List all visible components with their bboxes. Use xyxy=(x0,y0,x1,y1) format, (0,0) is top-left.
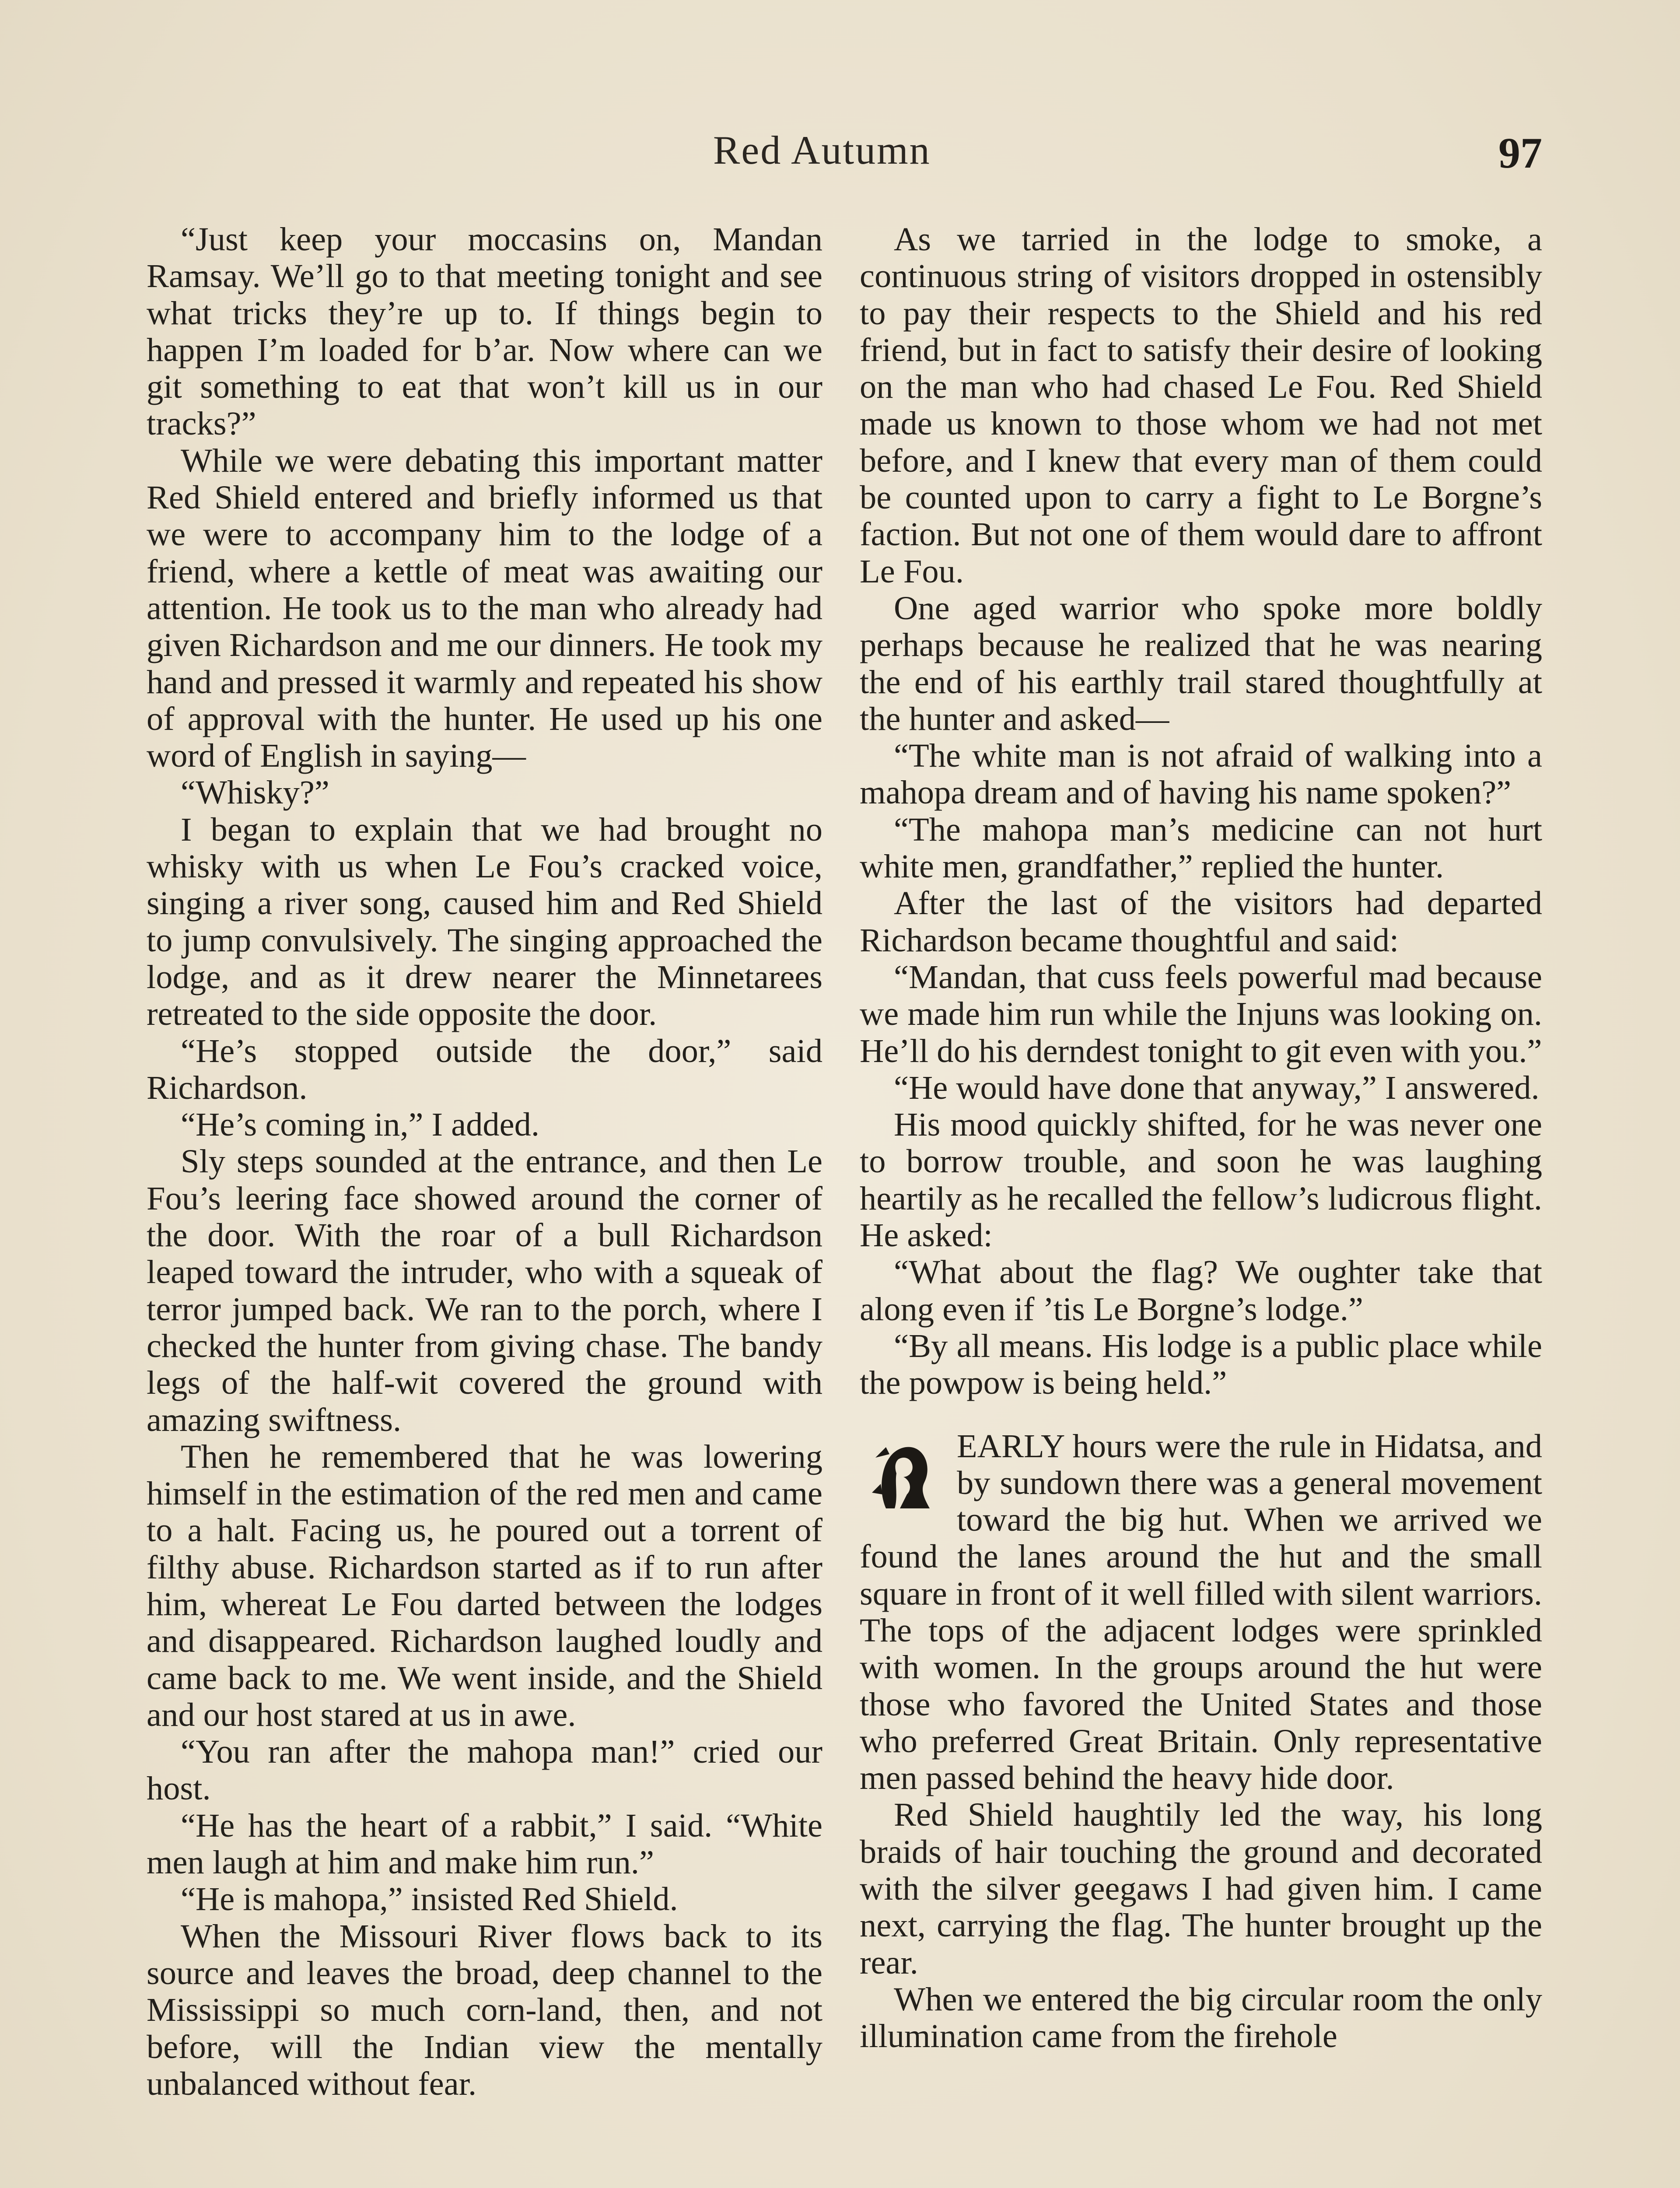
paragraph: While we were debating this important matter Red Shield entered and briefly informed us that we were to accompany him to the lodge of a friend, where a kettle of meat was awaiting our attention. He took us to the man who already had given Richardson and me our dinners. He took my hand and pressed it warmly and repeated his show of approval with the hunter. He used up his one word of English in saying— xyxy=(147,442,822,775)
paragraph: “He has the heart of a rabbit,” I said. “White men laugh at him and make him run.” xyxy=(147,1806,822,1881)
paragraph: “What about the flag? We oughter take that along even if ’tis Le Borgne’s lodge.” xyxy=(860,1253,1542,1328)
section-break-paragraph xyxy=(860,1428,1542,1797)
paragraph: “By all means. His lodge is a public place while the powpow is being held.” xyxy=(860,1327,1542,1402)
paragraph: After the last of the visitors had departed Richardson became thoughtful and said: xyxy=(860,884,1542,959)
paragraph: As we tarried in the lodge to smoke, a continuous string of visitors dropped in ostensibly to pay their respects to the Shield and his red friend, but in fact to satisfy their desire of looking on the man who had chased Le Fou. Red Shield made us known to those whom we had not met before, and I knew that every man of them could be counted upon to carry a fight to Le Borgne’s faction. But not one of them would dare to affront Le Fou. xyxy=(860,221,1542,590)
paragraph: I began to explain that we had brought no whisky with us when Le Fou’s cracked voice, singing a river song, caused him and Red Shield to jump convulsively. The singing approached the lodge, and as it drew nearer the Minnetarees retreated to the side opposite the door. xyxy=(147,810,822,1033)
paragraph: Sly steps sounded at the entrance, and then Le Fou’s leering face showed around the corner of the door. With the roar of a bull Richardson leaped toward the intruder, who with a squeak of terror jumped back. We ran to the porch, where I checked the hunter from giving chase. The bandy legs of the half-wit covered the ground with amazing swiftness. xyxy=(147,1143,822,1438)
paragraph: Red Shield haughtily led the way, his long braids of hair touching the ground and decorated with the silver geegaws I had given him. I came next, carrying the flag. The hunter brought up the rear. xyxy=(860,1796,1542,1981)
paragraph: “Whisky?” xyxy=(181,774,329,811)
paragraph: When we entered the big circular room the only illumination came from the firehole xyxy=(860,1980,1542,2055)
paragraph: “He’s coming in,” I added. xyxy=(181,1106,539,1143)
paragraph: When the Missouri River flows back to its source and leaves the broad, deep channel to the Mississippi so much corn-land, then, and not before, will the Indian view the mentally unbalanced without fear. xyxy=(147,1917,822,2102)
paragraph: One aged warrior who spoke more boldly perhaps because he realized that he was nearing the end of his earthly trail stared thoughtfully at the hunter and asked— xyxy=(860,589,1542,737)
paragraph: “The mahopa man’s medicine can not hurt white men, grandfather,” replied the hunter. xyxy=(860,810,1542,885)
running-title: Red Autumn xyxy=(713,128,931,172)
paragraph: “You ran after the mahopa man!” cried our host. xyxy=(147,1733,822,1807)
indian-head-ornament-icon xyxy=(860,1431,947,1519)
paragraph: “Just keep your moccasins on, Mandan Ramsay. We’ll go to that meeting tonight and see what tricks they’re up to. If things begin to happen I’m loaded for b’ar. Now where can we git something to eat that won’t kill us in our tracks?” xyxy=(147,221,822,442)
paragraph: Then he remembered that he was lowering himself in the estimation of the red men and came to a halt. Facing us, he poured out a torrent of filthy abuse. Richardson started as if to run after him, whereat Le Fou darted between the lodges and disappeared. Richardson laughed loudly and came back to me. We went inside, and the Shield and our host stared at us in awe. xyxy=(147,1438,822,1733)
section-start-paragraph: EARLY hours were the rule in Hidatsa, and by sundown there was a general movement toward the big hut. When we arrived we found the lanes around the hut and the small square in front of it well filled with silent warriors. The tops of the adjacent lodges were sprinkled with women. In the groups around the hut were those who favored the United States and those who preferred Great Britain. Only representative men passed behind the heavy hide door. xyxy=(860,1427,1542,1797)
paragraph: “Mandan, that cuss feels powerful mad because we made him run while the Injuns was looking on. He’ll do his derndest tonight to git even with you.” xyxy=(860,958,1542,1069)
paragraph: “He would have done that anyway,” I answered. xyxy=(894,1069,1540,1106)
page-number: 97 xyxy=(1498,129,1542,177)
paragraph: “He’s stopped outside the door,” said Richardson. xyxy=(147,1032,822,1106)
right-text-column xyxy=(860,221,1542,2055)
paragraph: “He is mahopa,” insisted Red Shield. xyxy=(181,1880,678,1918)
left-text-column xyxy=(147,221,822,2102)
paragraph: “The white man is not afraid of walking into a mahopa dream and of having his name spoken?” xyxy=(860,737,1542,811)
paragraph: His mood quickly shifted, for he was never one to borrow trouble, and soon he was laughing heartily as he recalled the fellow’s ludicrous flight. He asked: xyxy=(860,1106,1542,1254)
